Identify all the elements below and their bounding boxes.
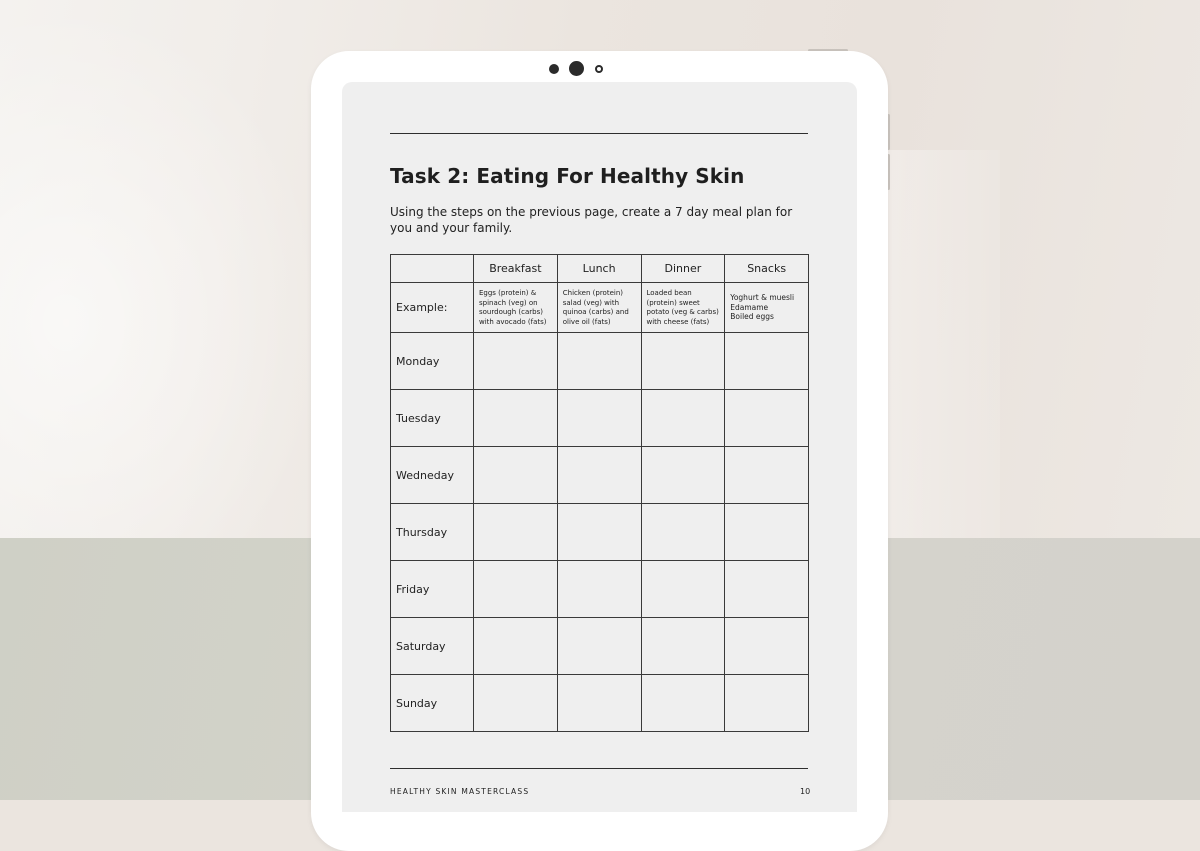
example-snacks-cell — [725, 283, 809, 333]
light-sensor-icon — [595, 65, 603, 73]
example-snack-item: Yoghurt & muesli — [730, 293, 795, 302]
meal-cell-lunch[interactable] — [557, 333, 641, 390]
meal-cell-snacks[interactable] — [725, 504, 809, 561]
example-snack-item: Boiled eggs — [730, 312, 774, 321]
example-dinner: Loaded bean (protein) sweet potato (veg & carbs) with cheese (fats) — [646, 289, 719, 326]
meal-cell-snacks[interactable] — [725, 333, 809, 390]
meal-cell-lunch[interactable] — [557, 561, 641, 618]
meal-cell-breakfast[interactable] — [474, 675, 558, 732]
table-row-monday — [391, 333, 809, 390]
camera-icon — [569, 61, 584, 76]
example-label: Example: — [391, 283, 474, 333]
meal-cell-snacks[interactable] — [725, 390, 809, 447]
meal-cell-lunch[interactable] — [557, 447, 641, 504]
header-cell-blank — [391, 255, 474, 283]
header-snacks: Snacks — [725, 255, 809, 283]
day-label: Sunday — [391, 675, 474, 732]
example-row — [391, 283, 809, 333]
meal-cell-dinner[interactable] — [641, 333, 725, 390]
meal-cell-breakfast[interactable] — [474, 504, 558, 561]
footer-divider — [390, 768, 808, 769]
meal-cell-lunch[interactable] — [557, 675, 641, 732]
meal-cell-dinner[interactable] — [641, 675, 725, 732]
example-lunch-cell — [557, 283, 641, 333]
meal-cell-lunch[interactable] — [557, 618, 641, 675]
sensor-icon — [549, 64, 559, 74]
example-snacks-list — [725, 283, 808, 322]
header-lunch: Lunch — [557, 255, 641, 283]
meal-cell-dinner[interactable] — [641, 390, 725, 447]
table-row-sunday — [391, 675, 809, 732]
example-dinner-cell — [641, 283, 725, 333]
day-label: Thursday — [391, 504, 474, 561]
example-breakfast: Eggs (protein) & spinach (veg) on sourdough (carbs) with avocado (fats) — [479, 289, 547, 326]
meal-cell-snacks[interactable] — [725, 618, 809, 675]
example-breakfast-cell — [474, 283, 558, 333]
page-title: Task 2: Eating For Healthy Skin — [390, 164, 745, 188]
header-dinner: Dinner — [641, 255, 725, 283]
table-row-thursday — [391, 504, 809, 561]
example-lunch: Chicken (protein) salad (veg) with quinoa (carbs) and olive oil (fats) — [562, 289, 629, 326]
meal-cell-breakfast[interactable] — [474, 333, 558, 390]
table-row-wedneday — [391, 447, 809, 504]
day-label: Wedneday — [391, 447, 474, 504]
meal-cell-breakfast[interactable] — [474, 561, 558, 618]
day-label: Tuesday — [391, 390, 474, 447]
meal-plan-table — [390, 254, 809, 732]
background-light-patch — [0, 0, 330, 538]
page-number: 10 — [800, 787, 811, 796]
meal-cell-breakfast[interactable] — [474, 390, 558, 447]
meal-cell-snacks[interactable] — [725, 561, 809, 618]
table-row-tuesday — [391, 390, 809, 447]
intro-text: Using the steps on the previous page, create a 7 day meal plan for you and your family. — [390, 205, 793, 235]
tablet-screen — [342, 82, 857, 812]
meal-cell-snacks[interactable] — [725, 447, 809, 504]
meal-cell-lunch[interactable] — [557, 390, 641, 447]
table-row-friday — [391, 561, 809, 618]
day-label: Saturday — [391, 618, 474, 675]
meal-cell-dinner[interactable] — [641, 504, 725, 561]
example-snack-item: Edamame — [730, 302, 769, 312]
header-breakfast: Breakfast — [474, 255, 558, 283]
table-row-saturday — [391, 618, 809, 675]
background-light-patch-right — [880, 150, 1000, 540]
day-label: Friday — [391, 561, 474, 618]
table-header-row — [391, 255, 809, 283]
meal-cell-breakfast[interactable] — [474, 447, 558, 504]
top-divider — [390, 133, 808, 134]
meal-cell-lunch[interactable] — [557, 504, 641, 561]
day-label: Monday — [391, 333, 474, 390]
meal-cell-dinner[interactable] — [641, 618, 725, 675]
meal-cell-snacks[interactable] — [725, 675, 809, 732]
footer-title: HEALTHY SKIN MASTERCLASS — [390, 787, 530, 796]
meal-cell-dinner[interactable] — [641, 561, 725, 618]
meal-cell-breakfast[interactable] — [474, 618, 558, 675]
meal-cell-dinner[interactable] — [641, 447, 725, 504]
